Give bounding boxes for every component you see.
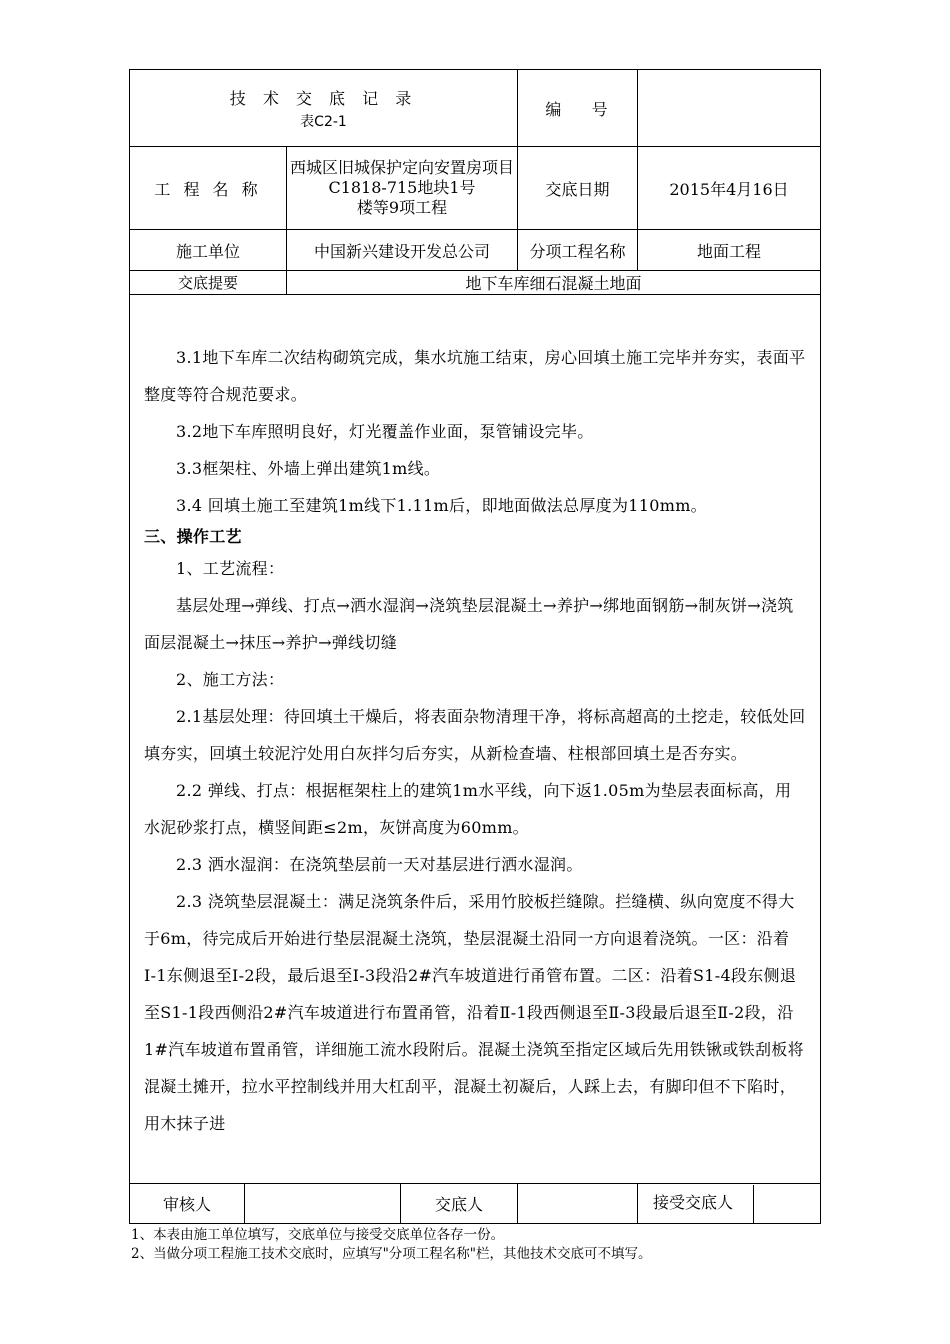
summary-label: 交底提要 [130,271,287,295]
disclosure-content [130,295,820,1142]
date-label: 交底日期 [518,147,638,230]
contractor-value[interactable]: 中国新兴建设开发总公司 [287,230,518,271]
footer-note: 2、当做分项工程施工技术交底时，应填写"分项工程名称"栏，其他技术交底可不填写。 [131,1246,652,1262]
contractor-label: 施工单位 [130,230,287,271]
content-paragraph: 3.3框架柱、外墙上弹出建筑1m线。 [176,459,441,478]
receiver-signature[interactable] [753,1185,814,1223]
project-name-line1: 西城区旧城保护定向安置房项目C1818-715地块1号 [289,158,514,197]
content-cell [130,295,821,1184]
subproject-value[interactable]: 地面工程 [638,230,821,271]
number-label: 编 号 [518,70,638,147]
reviewer-signature[interactable] [245,1184,401,1224]
date-value[interactable]: 2015年4月16日 [638,147,821,230]
footer-notes [131,1226,851,1264]
summary-row [130,271,821,295]
number-value[interactable] [638,70,821,147]
content-paragraph: 2、施工方法： [176,670,285,689]
form-number: 表C2-1 [300,113,347,130]
signature-row [130,1184,821,1224]
project-name-label: 工 程 名 称 [130,147,287,230]
reviewer-label: 审核人 [130,1184,245,1224]
content-paragraph: 3.2地下车库照明良好，灯光覆盖作业面，泵管铺设完毕。 [176,422,594,441]
title-cell [130,70,518,147]
content-paragraph: 2.3 洒水湿润：在浇筑垫层前一天对基层进行洒水湿润。 [176,855,583,874]
discloser-signature[interactable] [518,1184,638,1224]
section-heading: 三、操作工艺 [144,527,242,546]
content-paragraph: 3.1地下车库二次结构砌筑完成，集水坑施工结束，房心回填土施工完毕并夯实，表面平整度等符合规范要求。 [144,348,806,404]
project-row [130,147,821,230]
content-paragraph: 1、工艺流程： [176,559,285,578]
content-row [130,295,821,1184]
discloser-label: 交底人 [401,1184,518,1224]
header-row [130,70,821,147]
unit-row [130,230,821,271]
content-paragraph: 2.3 浇筑垫层混凝土：满足浇筑条件后，采用竹胶板拦缝隙。拦缝横、纵向宽度不得大于6m，待完成后开始进行垫层混凝土浇筑，垫层混凝土沿同一方向退着浇筑。一区：沿着Ⅰ-1东侧退至Ⅰ-2段，最后退至Ⅰ-3段沿2#汽车坡道进行甬管布置。二区：沿着S1-4段东侧退至S1-1段西侧沿2#汽车坡道进行布置甬管，沿着Ⅱ-1段西侧退至Ⅱ-3段最后退至Ⅱ-2段，沿1#汽车坡道布置甬管，详细施工流水段附后。混凝土浇筑至指定区域后先用铁锹或铁刮板将混凝土摊开，拉水平控制线并用大杠刮平，混凝土初凝后，人踩上去，有脚印但不下陷时，用木抹子进 [144,892,804,1133]
content-paragraph: 2.1基层处理：待回填土干燥后，将表面杂物清理干净，将标高超高的土挖走，较低处回填夯实，回填土较泥泞处用白灰拌匀后夯实，从新检查墙、柱根部回填土是否夯实。 [144,707,806,763]
disclosure-form-table [129,69,821,1224]
project-name-line2: 楼等9项工程 [356,198,448,217]
content-paragraph: 2.2 弹线、打点：根据框架柱上的建筑1m水平线，向下返1.05m为垫层表面标高，用水泥砂浆打点，横竖间距≤2m，灰饼高度为60mm。 [144,781,792,837]
form-title: 技 术 交 底 记 录 [229,88,418,108]
project-name-value[interactable] [287,147,518,230]
subproject-label: 分项工程名称 [518,230,638,271]
receiver-cell [638,1184,821,1224]
receiver-label: 接受交底人 [652,1193,733,1212]
content-paragraph: 3.4 回填土施工至建筑1m线下1.11m后，即地面做法总厚度为110mm。 [176,496,707,515]
content-paragraph: 基层处理→弹线、打点→洒水湿润→浇筑垫层混凝土→养护→绑地面钢筋→制灰饼→浇筑面层混凝土→抹压→养护→弹线切缝 [144,596,794,652]
summary-value[interactable]: 地下车库细石混凝土地面 [287,271,821,295]
footer-note: 1、本表由施工单位填写，交底单位与接受交底单位各存一份。 [131,1227,505,1243]
